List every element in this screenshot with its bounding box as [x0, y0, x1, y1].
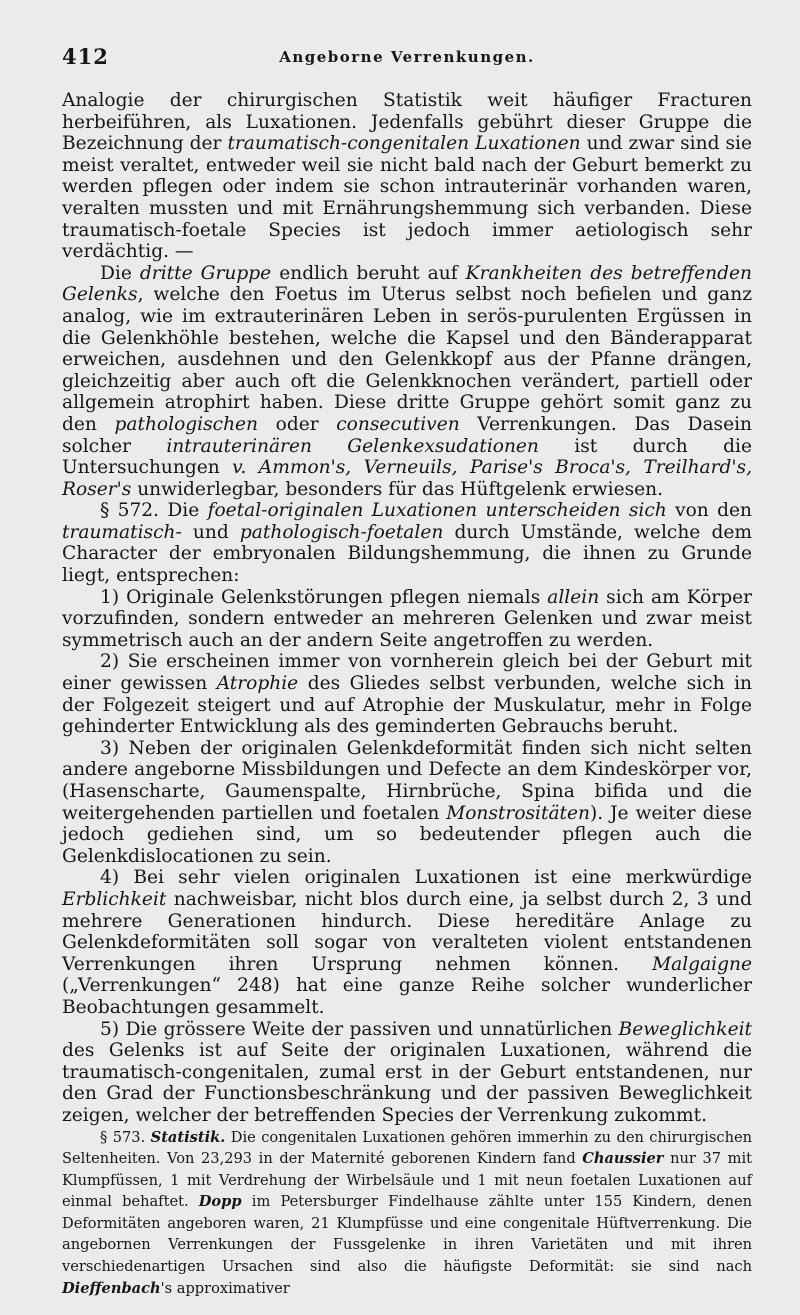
- emphasis: Atrophie: [216, 673, 299, 695]
- emphasis: Monstrositäten: [446, 802, 591, 824]
- emphasis: Krankheiten des betreffenden Gelenks: [62, 262, 752, 306]
- text: des Gliedes selbst verbunden, welche sich in der Folgezeit steigert und auf Atrophie der Muskulatur, mehr in Folge gehinderter Entwicklung als des geminderten Gebrauchs beruht.: [62, 673, 752, 738]
- emphasis: Erblichkeit: [62, 888, 167, 910]
- emphasis: allein: [547, 586, 600, 608]
- paragraph-traumatic-congenital: [62, 90, 752, 263]
- paragraph-statistics-note: [62, 1127, 752, 1300]
- text: 3) Neben der originalen Gelenkdeformität finden sich nicht selten andere angeborne Missbildungen und Defecte an dem Kindeskörper vor, (Hasenscharte, Gaumenspalte, Hirnbrüche, Spina bifida und die weitergehenden partiellen und foetalen: [62, 737, 752, 824]
- text: („Verrenkungen“ 248) hat eine ganze Reihe solcher wunderlicher Beobachtungen gesammelt.: [62, 975, 752, 1018]
- text: und: [181, 521, 240, 543]
- text: 2) Sie erscheinen immer von vornherein gleich bei der Geburt mit einer gewissen: [62, 651, 752, 695]
- page-header: [62, 40, 752, 74]
- list-item-3: [62, 738, 752, 868]
- list-item-4: [62, 867, 752, 1018]
- running-title: Angeborne Verrenkungen.: [279, 48, 535, 66]
- text: unwiderlegbar, besonders für das Hüftgelenk erwiesen.: [131, 478, 664, 500]
- paragraph-section-572: [62, 500, 752, 586]
- emphasis: Beweglichkeit: [618, 1018, 752, 1040]
- emphasis: pathologischen: [114, 413, 259, 435]
- list-item-5: [62, 1019, 752, 1127]
- text: , welche den Foetus im Uterus selbst noch befielen und ganz analog, wie im extrauterinären Leben in serös-purulenten Ergüssen in die Gelenkhöhle bestehen, welche die Kapsel und den Bänderapparat erweichen, ausdehnen und den Gelenkkopf aus der Pfanne drängen, gleichzeitig aber auch oft die Gelenkknochen verändert, partiell oder allgemein atrophirt haben. Diese dritte Gruppe gehört somit ganz zu den: [62, 284, 752, 435]
- paragraph-third-group: [62, 263, 752, 501]
- text: des Gelenks ist auf Seite der originalen Luxationen, während die traumatisch-congenitalen, zumal erst in der Geburt entstandenen, nur den Grad der Functionsbeschränkung und der passiven Beweglichkeit zeigen, welcher der betreffenden Species der Verrenkung zukommt.: [62, 1040, 752, 1126]
- emphasis: Chaussier: [582, 1150, 664, 1168]
- text: Die congenitalen Luxationen gehören immerhin zu den chirurgischen Seltenheiten. Von 23,293 in der Maternité geborenen Kindern fand: [62, 1128, 752, 1168]
- text: nachweisbar, nicht blos durch eine, ja selbst durch 2, 3 und mehrere Generationen hindurch. Diese hereditäre Anlage zu Gelenkdeformitäten soll sogar von veralteten violent entstandenen Verrenkungen ihren Ursprung nehmen können.: [62, 888, 752, 975]
- text: 's approximativer: [160, 1279, 290, 1297]
- emphasis: v. Ammon's, Verneuils, Parise's Broca's, Treilhard's, Roser's: [62, 457, 752, 500]
- emphasis: foetal-originalen Luxationen unterscheiden sich: [207, 500, 667, 522]
- text: ist durch die Untersuchungen: [62, 435, 753, 479]
- text: Die: [100, 262, 140, 284]
- text: oder: [258, 413, 337, 435]
- text: durch Umstände, welche dem Character der embryonalen Bildungshemmung, die ihnen zu Grunde liegt, entsprechen:: [62, 521, 752, 587]
- text: endlich beruht auf: [271, 262, 466, 284]
- list-item-2: [62, 651, 752, 737]
- text: von den: [666, 500, 752, 522]
- emphasis: consecutiven: [336, 413, 460, 435]
- emphasis: Malgaigne: [652, 953, 752, 975]
- text: nur 37 mit Klumpfüssen, 1 mit Verdrehung der Wirbelsäule und 1 mit neun foetalen Luxationen auf einmal behaftet.: [62, 1150, 752, 1211]
- text: § 572. Die: [100, 500, 208, 522]
- emphasis: pathologisch-foetalen: [239, 521, 444, 543]
- text: sich am Körper vorzufinden, sondern entweder an mehreren Gelenken und zwar meist symmetrisch auch an der andern Seite angetroffen zu werden.: [62, 586, 752, 651]
- emphasis: traumatisch-congenitalen Luxationen: [227, 133, 581, 155]
- page-number: 412: [62, 44, 109, 69]
- text: 4) Bei sehr vielen originalen Luxationen ist eine merkwürdige: [100, 867, 752, 889]
- list-item-1: [62, 587, 752, 652]
- emphasis: dritte Gruppe: [139, 262, 272, 284]
- text: Verrenkungen. Das Dasein solcher: [62, 413, 752, 457]
- emphasis: intrauterinären Gelenkexsudationen: [166, 435, 539, 457]
- emphasis: Dopp: [198, 1193, 242, 1211]
- text: Analogie der chirurgischen Statistik weit häufiger Fracturen herbeiführen, als Luxationen. Jedenfalls gebührt dieser Gruppe die Bezeichnung der: [62, 90, 752, 155]
- body-text: [62, 90, 752, 1299]
- text: ). Je weiter diese jedoch gediehen sind, um so bedeutender pflegen auch die Gelenkdislocationen zu sein.: [62, 802, 752, 867]
- text: und zwar sind sie meist veraltet, entweder weil sie nicht bald nach der Geburt bemerkt zu werden pflegen oder indem sie schon intrauterinär vorhanden waren, veralten mussten und mit Ernährungshemmung sich verbanden. Diese traumatisch-foetale Species ist jedoch immer aetiologisch sehr verdächtig. —: [62, 133, 752, 263]
- text: § 573.: [100, 1128, 151, 1146]
- text: 5) Die grössere Weite der passiven und unnatürlichen: [100, 1018, 619, 1040]
- text: 1) Originale Gelenkstörungen pflegen niemals: [100, 586, 548, 608]
- text: im Petersburger Findelhause zählte unter 155 Kindern, denen Deformitäten angeboren waren, 21 Klumpfüsse und eine congenitale Hüftverrenkung. Die angebornen Verrenkungen der Fussgelenke in ihren Varietäten und mit ihren verschiedenartigen Ursachen sind also die häufigste Deformität: sie sind nach: [62, 1193, 752, 1276]
- emphasis: traumatisch-: [62, 521, 182, 543]
- emphasis: Statistik.: [150, 1128, 226, 1146]
- emphasis: Dieffenbach: [62, 1279, 161, 1297]
